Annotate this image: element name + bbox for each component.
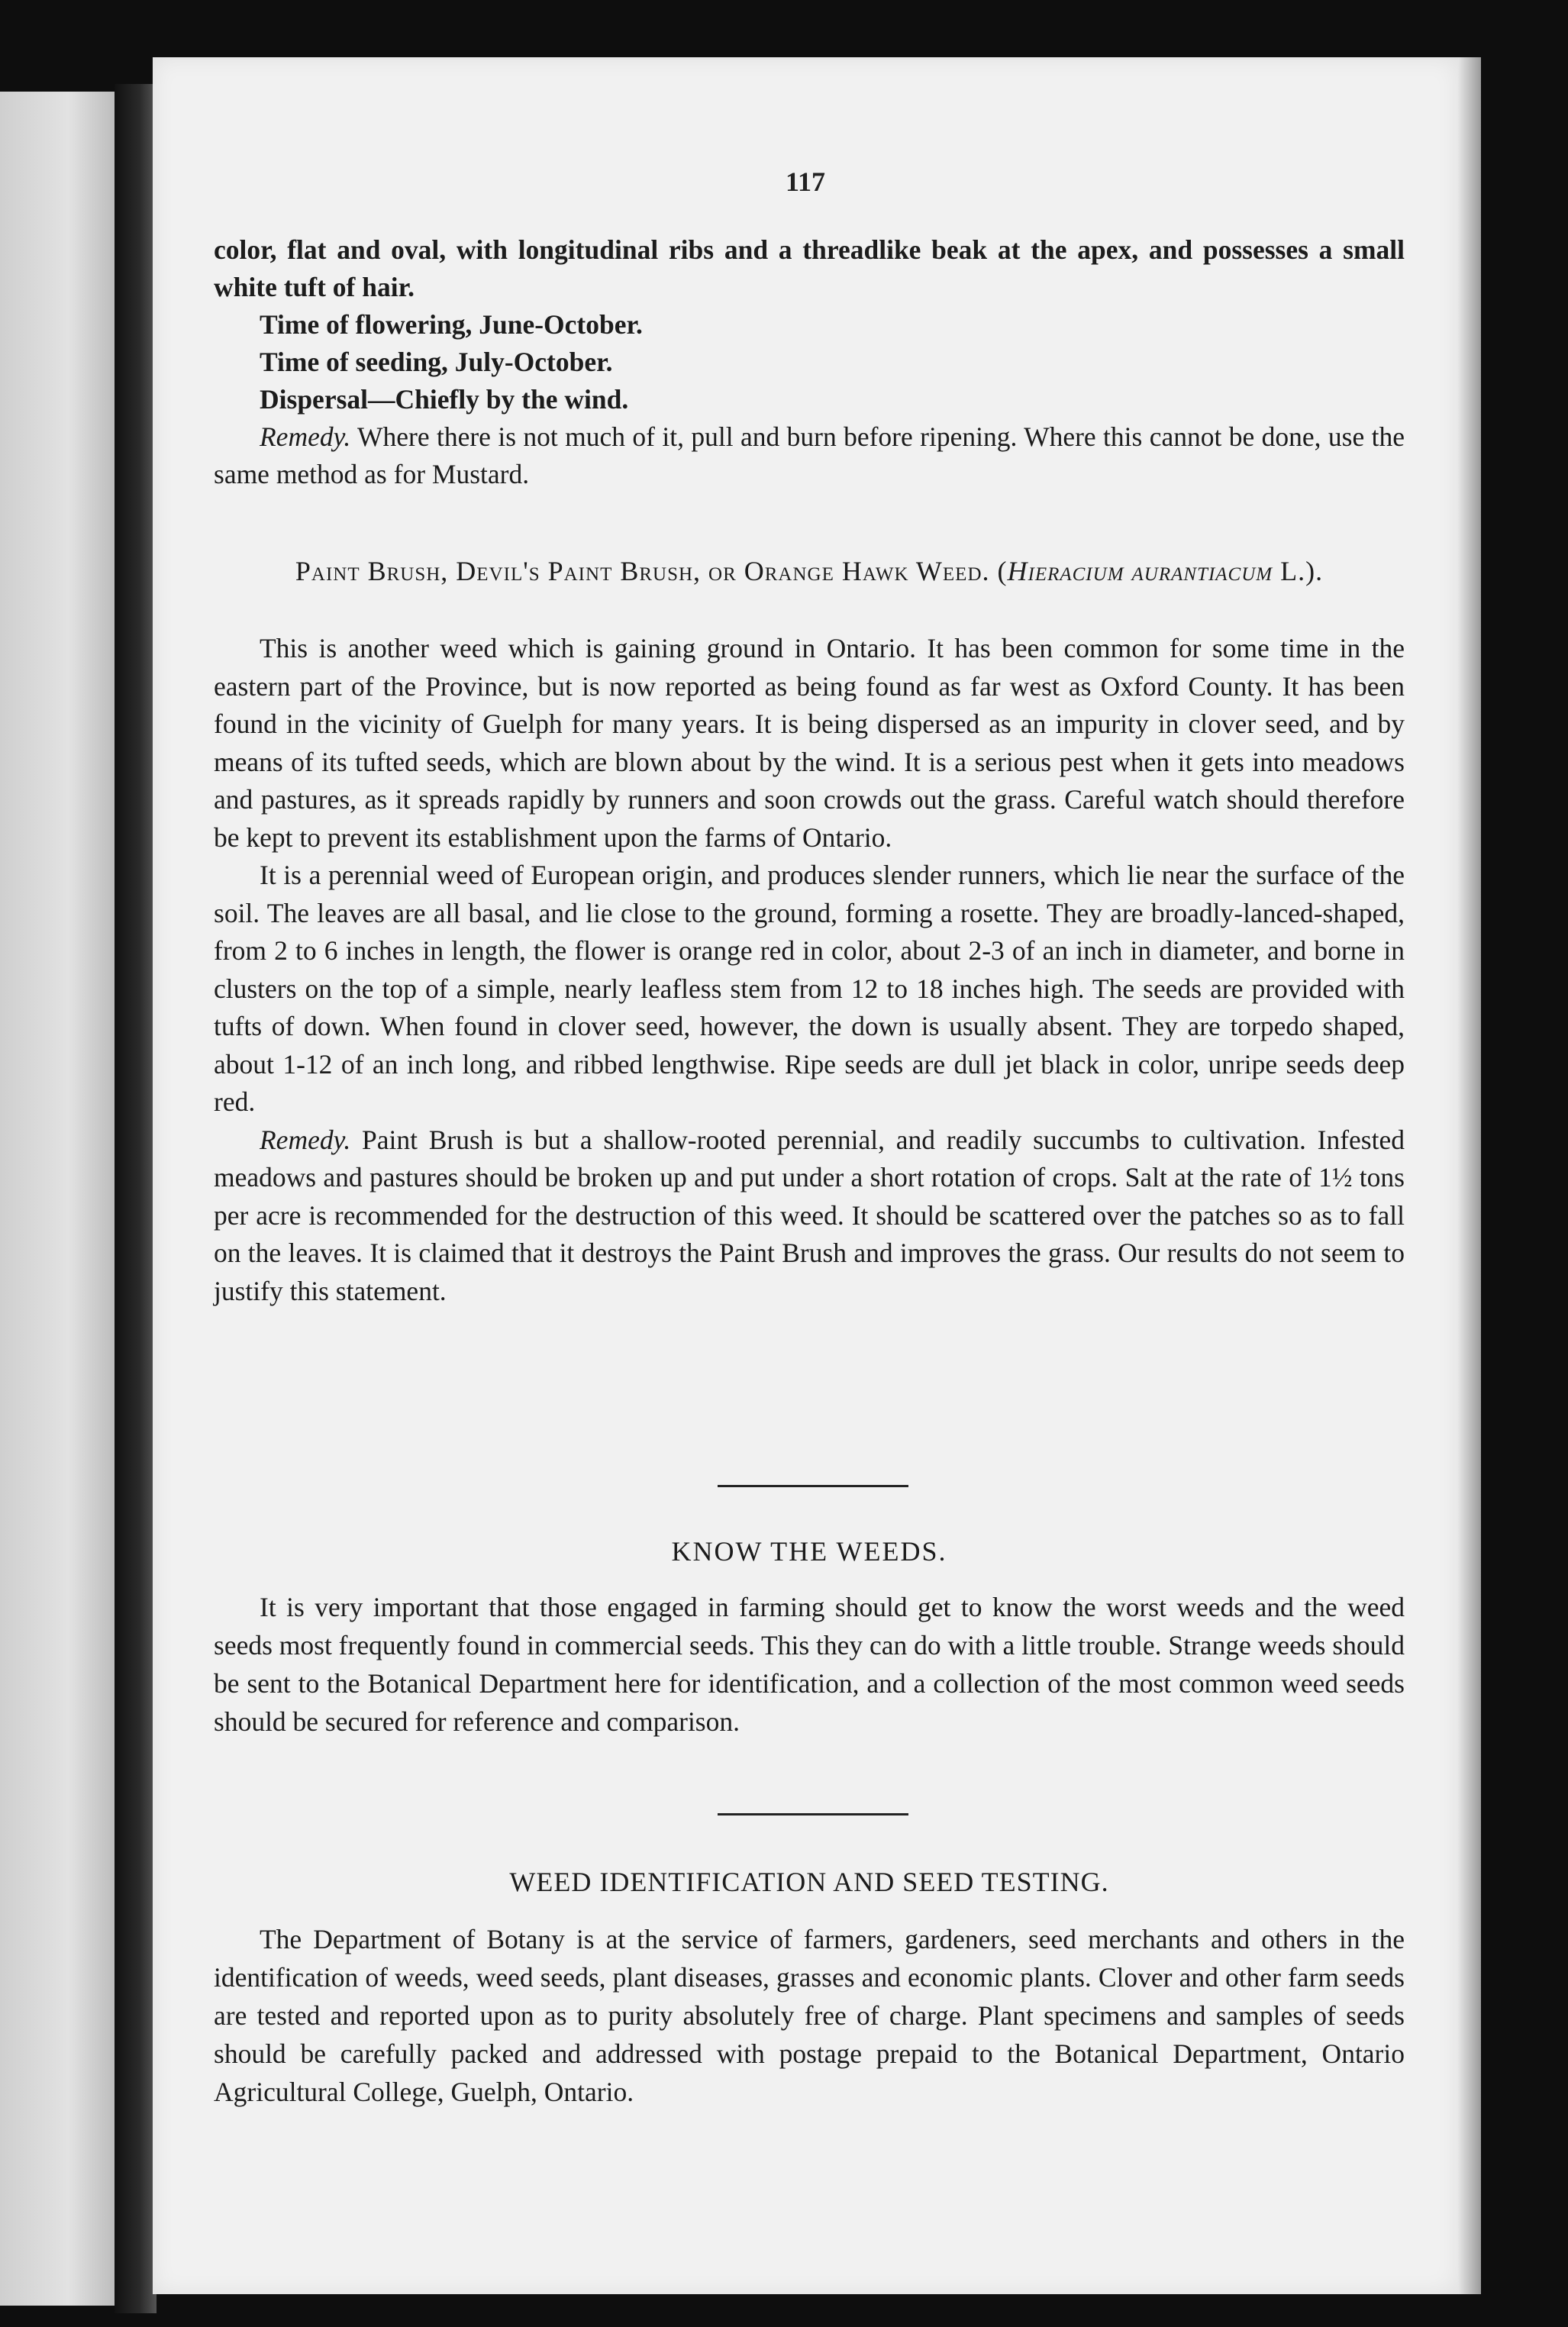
intro-remedy <box>214 418 1405 493</box>
paint-brush-heading <box>214 554 1405 589</box>
know-weeds-heading: KNOW THE WEEDS. <box>671 1536 947 1567</box>
intro-flowering: Time of flowering, June-October. <box>260 309 643 340</box>
paint-brush-remedy <box>214 1122 1405 1311</box>
intro-remedy-label: Remedy. <box>260 421 351 452</box>
section-divider <box>718 1485 908 1487</box>
paint-brush-body <box>214 630 1405 1310</box>
paint-brush-latin-tail: L.). <box>1273 556 1324 586</box>
scanned-page <box>153 57 1458 2294</box>
page-number: 117 <box>785 166 825 197</box>
section-divider <box>718 1813 908 1815</box>
intro-section <box>214 231 1405 493</box>
paint-brush-latin-name: Hieracium aurantiacum <box>1007 556 1273 586</box>
weed-identification-heading: WEED IDENTIFICATION AND SEED TESTING. <box>509 1867 1109 1897</box>
intro-remedy-text: Where there is not much of it, pull and burn before ripening. Where this cannot be done, use the same method as for Mustard. <box>214 421 1405 489</box>
paint-brush-title: Paint Brush, Devil's Paint Brush, or Orange Hawk Weed. <box>295 556 990 586</box>
intro-description: color, flat and oval, with longitudinal ribs and a threadlike beak at the apex, and possesses a small white tuft of hair. <box>214 234 1405 302</box>
know-weeds-paragraph: It is very important that those engaged in farming should get to know the worst weeds and the weed seeds most frequently found in commercial seeds. This they can do with a little trouble. Strange weeds should be sent to the Botanical Department here for identification, and a collection of the most common weed seeds should be secured for reference and comparison. <box>214 1592 1405 1737</box>
paint-brush-remedy-label: Remedy. <box>260 1124 351 1155</box>
paint-brush-paragraph-2: It is a perennial weed of European origin, and produces slender runners, which lie near the surface of the soil. The leaves are all basal, and lie close to the ground, forming a rosette. They are broadly-lanced-shaped, from 2 to 6 inches in length, the flower is orange red in color, about 2-3 of an inch in diameter, and borne in clusters on the top of a simple, nearly leafless stem from 12 to 18 inches high. The seeds are provided with tufts of down. When found in clover seed, however, the down is usually absent. They are torpedo shaped, about 1-12 of an inch long, and ribbed lengthwise. Ripe seeds are dull jet black in color, unripe seeds deep red. <box>214 860 1405 1117</box>
intro-seeding: Time of seeding, July-October. <box>260 347 613 377</box>
intro-dispersal: Dispersal—Chiefly by the wind. <box>260 384 629 415</box>
know-weeds-body <box>214 1588 1405 1741</box>
page-right-edge <box>1458 57 1481 2294</box>
paint-brush-remedy-text: Paint Brush is but a shallow-rooted perennial, and readily succumbs to cultivation. Infested meadows and pastures should be broken up and put under a short rotation of crops. Salt at the rate of 1½ tons per acre is recommended for the destruction of this weed. It should be scattered over the patches so as to fall on the leaves. It is claimed that it destroys the Paint Brush and improves the grass. Our results do not seem to justify this statement. <box>214 1124 1405 1306</box>
adjacent-page-edge <box>0 92 115 2306</box>
weed-identification-body <box>214 1920 1405 2111</box>
book-binding-gutter <box>115 84 156 2313</box>
paint-brush-paragraph-1: This is another weed which is gaining ground in Ontario. It has been common for some time in the eastern part of the Province, but is now reported as being found as far west as Oxford County. It has been found in the vicinity of Guelph for many years. It is being dispersed as an impurity in clover seed, and by means of its tufted seeds, which are blown about by the wind. It is a serious pest when it gets into meadows and pastures, as it spreads rapidly by runners and soon crowds out the grass. Careful watch should therefore be kept to prevent its establishment upon the farms of Ontario. <box>214 633 1405 853</box>
paint-brush-latin-open: ( <box>989 556 1008 586</box>
weed-identification-paragraph: The Department of Botany is at the service of farmers, gardeners, seed merchants and others in the identification of weeds, weed seeds, plant diseases, grasses and economic plants. Clover and other farm seeds are tested and reported upon as to purity absolutely free of charge. Plant specimens and samples of seeds should be carefully packed and addressed with postage prepaid to the Botanical Department, Ontario Agricultural College, Guelph, Ontario. <box>214 1924 1405 2107</box>
